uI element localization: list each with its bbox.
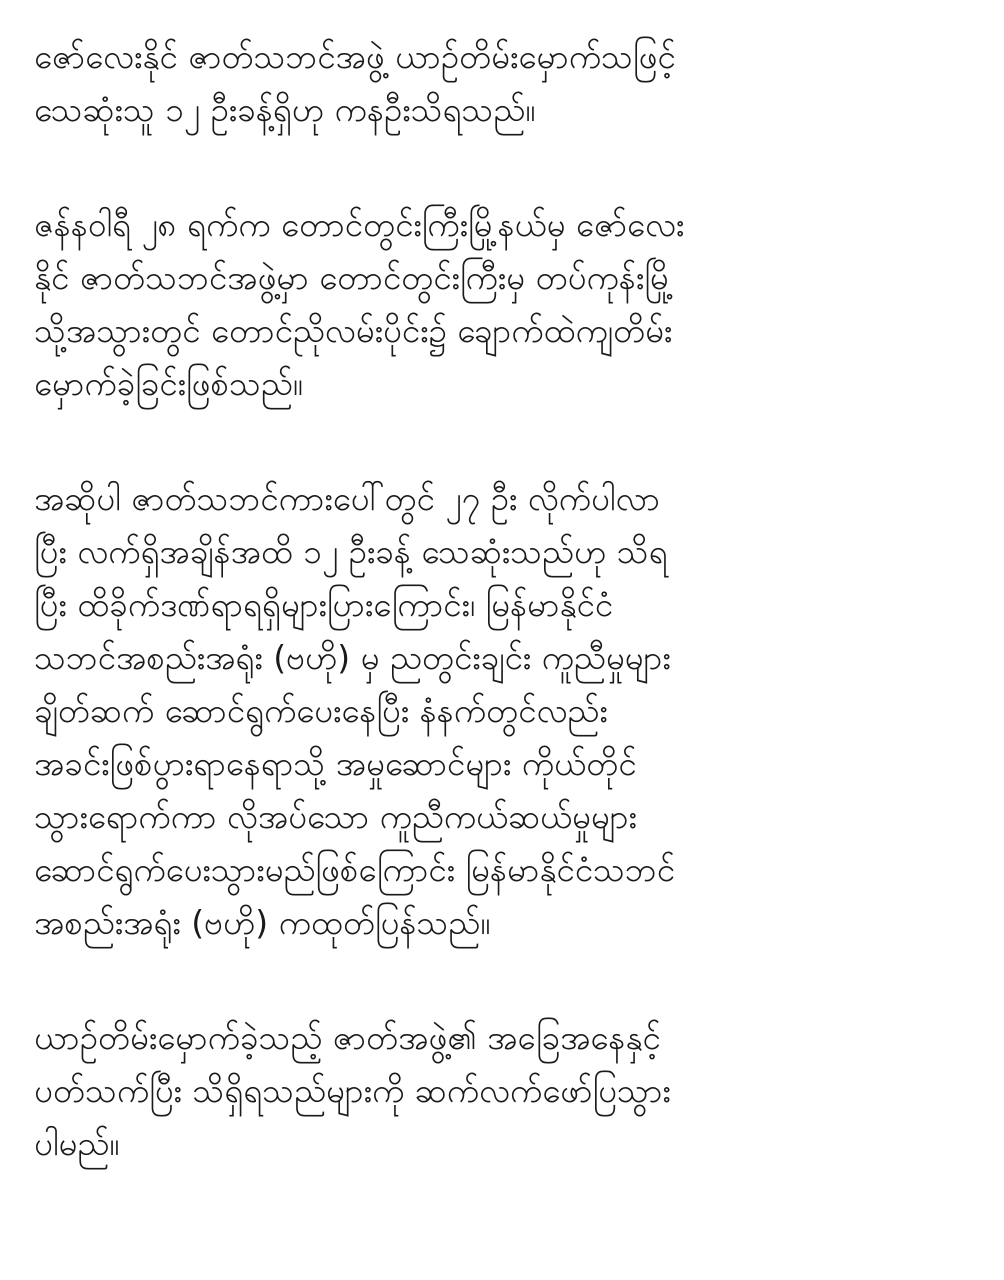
text-line: သွားရောက်ကာ လိုအပ်သော ကူညီကယ်ဆယ်မှုများ: [34, 797, 637, 836]
text-line: အစည်းအရုံး (ဗဟို) ကထုတ်ပြန်သည်။: [34, 903, 491, 942]
paragraph-incident: [34, 198, 978, 410]
article-body: [34, 30, 978, 1232]
text-line: ပါမည်။: [34, 1124, 120, 1163]
text-line: ဇော်လေးနိုင် ဇာတ်သဘင်အဖွဲ့ ယာဉ်တိမ်းမှောက်သဖြင့်: [34, 37, 676, 76]
paragraph-details: [34, 472, 978, 949]
text-line: ချိတ်ဆက် ဆောင်ရွက်ပေးနေပြီး နံနက်တွင်လည်း: [34, 691, 608, 730]
text-line: ပြီး ထိခိုက်ဒဏ်ရာရရှိများပြားကြောင်း၊ မြန်မာနိုင်ငံ: [34, 585, 614, 624]
text-line: ဆောင်ရွက်ပေးသွားမည်ဖြစ်ကြောင်း မြန်မာနိုင်ငံသဘင်: [34, 850, 676, 889]
text-line: သေဆုံးသူ ၁၂ ဦးခန့်ရှိဟု ကနဦးသိရသည်။: [34, 90, 536, 129]
text-line: မှောက်ခဲ့ခြင်းဖြစ်သည်။: [34, 364, 303, 403]
text-line: ဇန်နဝါရီ ၂၈ ရက်က တောင်တွင်းကြီးမြို့နယ်မှ ဇော်လေး: [34, 205, 685, 244]
text-line: နိုင် ဇာတ်သဘင်အဖွဲ့မှာ တောင်တွင်းကြီးမှ တပ်ကုန်းမြို့: [34, 258, 674, 297]
text-line: ပတ်သက်ပြီး သိရှိရသည်များကို ဆက်လက်ဖော်ပြသွား: [34, 1071, 671, 1110]
text-line: သဘင်အစည်းအရုံး (ဗဟို) မှ ညတွင်းချင်း ကူညီမှုများ: [34, 638, 671, 677]
paragraph-headline: [34, 30, 978, 136]
text-line: ယာဉ်တိမ်းမှောက်ခဲ့သည့် ဇာတ်အဖွဲ့၏ အခြေအနေနှင့်: [34, 1018, 661, 1057]
text-line: ပြီး လက်ရှိအချိန်အထိ ၁၂ ဦးခန့် သေဆုံးသည်ဟု သိရ: [34, 532, 668, 571]
text-line: အခင်းဖြစ်ပွားရာနေရာသို့ အမှုဆောင်များ ကိုယ်တိုင်: [34, 744, 637, 783]
text-line: အဆိုပါ ဇာတ်သဘင်ကားပေါ်တွင် ၂၇ ဦး လိုက်ပါလာ: [34, 479, 661, 518]
paragraph-followup: [34, 1011, 978, 1170]
text-line: သို့အသွားတွင် တောင်ညိုလမ်းပိုင်း၌ ချောက်ထဲကျတိမ်း: [34, 311, 673, 350]
